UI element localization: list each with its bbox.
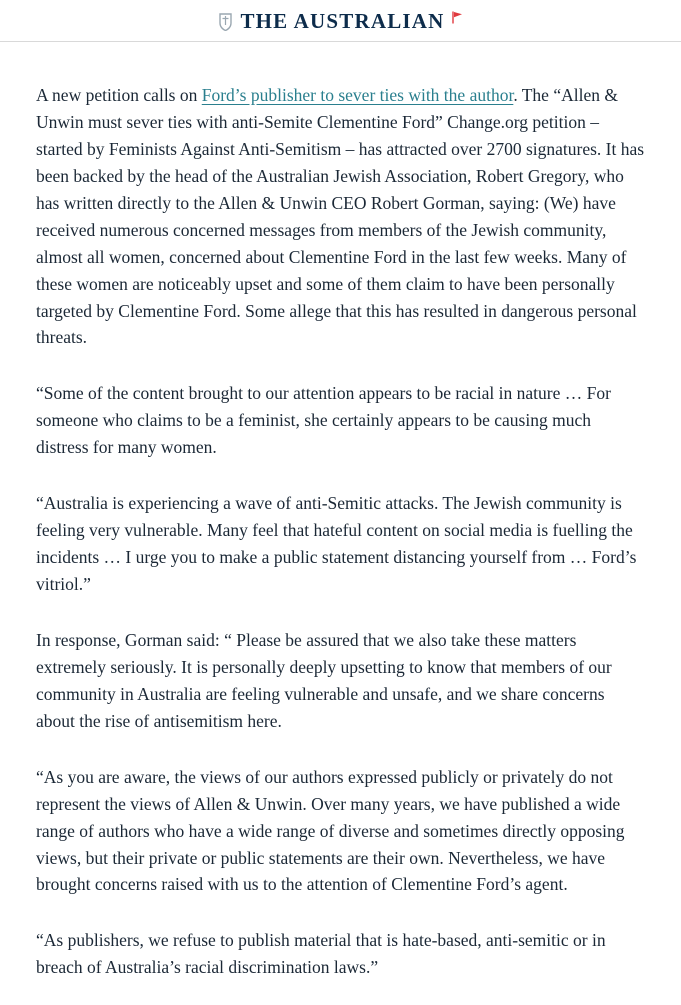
paragraph-4: In response, Gorman said: “ Please be assured that we also take these matters extremely seriously. It is personally deeply upsetting to know that members of our community in Australia are feeling vulnerable and unsafe, and we share concerns about the rise of antisemitism here.: [36, 629, 612, 731]
paragraph-5: “As you are aware, the views of our authors expressed publicly or privately do not represent the views of Allen & Unwin. Over many years, we have published a wide range of authors who have a wide range of diverse and sometimes directly opposing views, but their private or public statements are their own. Nevertheless, we have brought concerns raised with us to the attention of Clementine Ford’s agent.: [36, 766, 625, 895]
masthead-title[interactable]: THE AUSTRALIAN: [240, 9, 445, 33]
masthead-header: [0, 0, 681, 41]
red-flag-icon: [452, 11, 463, 24]
paragraph-6: “As publishers, we refuse to publish material that is hate-based, anti-semitic or in breach of Australia’s racial discrimination laws.”: [36, 930, 606, 978]
paragraph-2: “Some of the content brought to our attention appears to be racial in nature … For someone who claims to be a feminist, she certainly appears to be causing much distress for many women.: [36, 383, 611, 458]
petition-link[interactable]: Ford’s publisher to sever ties with the author: [201, 85, 514, 105]
article-body: [0, 42, 681, 1005]
crest-icon: [218, 13, 233, 31]
p1-text-post: . The “Allen & Unwin must sever ties with anti-Semite Clementine Ford” Change.org petition – started by Feminists Against Anti-Semitism – has attracted over 2700 signatures. It has been backed by the head of the Australian Jewish Association, Robert Gregory, who has written directly to the Allen & Unwin CEO Robert Gorman, saying: (We) have received numerous concerned messages from members of the Jewish community, almost all women, concerned about Clementine Ford in the last few weeks. Many of these women are noticeably upset and some of them claim to have been personally targeted by Clementine Ford. Some allege that this has resulted in dangerous personal threats.: [36, 85, 645, 348]
paragraph-1: [36, 82, 645, 351]
paragraph-3: “Australia is experiencing a wave of anti-Semitic attacks. The Jewish community is feeling very vulnerable. Many feel that hateful content on social media is fuelling the incidents … I urge you to make a public statement distancing yourself from … Ford’s vitriol.”: [36, 493, 637, 594]
p1-text-pre: A new petition calls on: [36, 85, 202, 105]
